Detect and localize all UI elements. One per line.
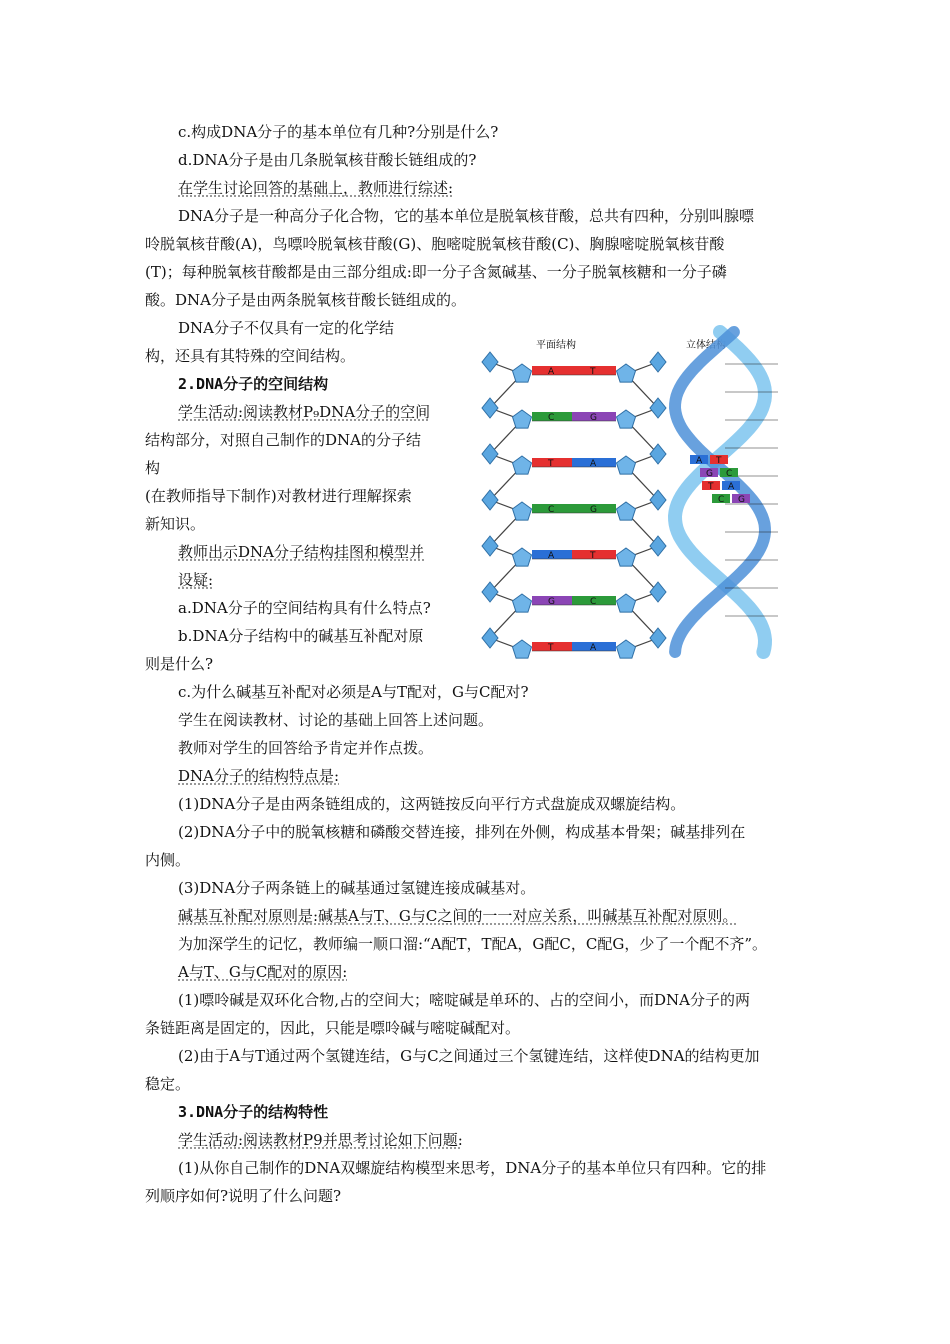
text-line: DNA分子是一种高分子化合物，它的基本单位是脱氧核苷酸，总共有四种，分别叫腺嘌 [178, 207, 754, 225]
base-label: A [548, 551, 555, 561]
phosphate-diamond [482, 628, 498, 648]
sugar-pentagon [513, 548, 532, 566]
base-label: A [590, 643, 597, 653]
helix-structure-title: 立体结构 [686, 340, 726, 351]
phosphate-diamond [482, 444, 498, 464]
text-line: (1)从你自己制作的DNA双螺旋结构模型来思考，DNA分子的基本单位只有四种。它的排 [178, 1159, 767, 1177]
phosphate-diamond [482, 536, 498, 556]
base-label: C [718, 495, 725, 505]
sugar-pentagon [513, 364, 532, 382]
sugar-pentagon [513, 594, 532, 612]
text-line: 教师出示DNA分子结构挂图和模型并 [178, 543, 424, 561]
text-line: (T)；每种脱氧核苷酸都是由三部分组成:即一分子含氮碱基、一分子脱氧核糖和一分子磷 [145, 263, 727, 281]
sugar-pentagon [513, 640, 532, 658]
sugar-pentagon [513, 410, 532, 428]
text-line: 结构部分，对照自己制作的DNA的分子结 [145, 431, 421, 449]
sugar-pentagon [617, 640, 636, 658]
text-line: 则是什么? [145, 655, 214, 673]
flat-structure-diagram [482, 352, 666, 658]
phosphate-diamond [650, 444, 666, 464]
text-line: DNA分子不仅具有一定的化学结 [178, 319, 394, 337]
phosphate-diamond [482, 490, 498, 510]
base-left-bar [532, 458, 576, 467]
text-line: d.DNA分子是由几条脱氧核苷酸长链组成的? [178, 151, 477, 169]
text-line: 内侧。 [145, 851, 191, 869]
text-line: 碱基互补配对原则是:碱基A与T、G与C之间的一一对应关系，叫碱基互补配对原则。 [178, 907, 738, 925]
text-line: 条链距离是固定的，因此，只能是嘌呤碱与嘧啶碱配对。 [145, 1019, 521, 1037]
phosphate-diamond [650, 628, 666, 648]
phosphate-diamond [482, 582, 498, 602]
base-label: T [590, 551, 596, 561]
base-label: T [590, 367, 596, 377]
sugar-pentagon [617, 456, 636, 474]
base-label: T [548, 643, 554, 653]
text-line: 构，还具有其特殊的空间结构。 [145, 347, 356, 365]
text-line: (3)DNA分子两条链上的碱基通过氢键连接成碱基对。 [178, 879, 536, 897]
text-line: 在学生讨论回答的基础上，教师进行综述: [178, 179, 454, 197]
sugar-pentagon [617, 548, 636, 566]
text-line: b.DNA分子结构中的碱基互补配对原 [178, 627, 424, 645]
text-line: 列顺序如何?说明了什么问题? [145, 1187, 342, 1205]
text-line: 2.DNA分子的空间结构 [178, 375, 329, 393]
text-line: 为加深学生的记忆，教师编一顺口溜:“A配T，T配A，G配C，C配G，少了一个配不齐”。 [178, 935, 767, 953]
text-line: 设疑: [178, 571, 214, 589]
text-line: 学生活动:阅读教材P₉DNA分子的空间 [178, 403, 431, 421]
base-label: A [696, 456, 703, 466]
phosphate-diamond [482, 398, 498, 418]
sugar-pentagon [513, 456, 532, 474]
dna-structure-diagram [468, 324, 808, 664]
base-label: G [738, 495, 745, 505]
text-line: 3.DNA分子的结构特性 [178, 1103, 329, 1121]
phosphate-diamond [650, 352, 666, 372]
text-line: 教师对学生的回答给予肯定并作点拨。 [178, 739, 434, 757]
sugar-pentagon [513, 502, 532, 520]
phosphate-diamond [482, 352, 498, 372]
sugar-pentagon [617, 502, 636, 520]
base-label: T [716, 456, 722, 466]
base-label: G [548, 597, 555, 607]
base-label: A [728, 482, 735, 492]
text-line: (2)由于A与T通过两个氢键连结，G与C之间通过三个氢键连结，这样使DNA的结构更加 [178, 1047, 760, 1065]
base-label: A [548, 367, 555, 377]
base-label: C [548, 413, 555, 423]
text-line: 构 [145, 459, 161, 477]
double-helix-diagram [675, 332, 778, 652]
base-label: C [726, 469, 733, 479]
text-line: 新知识。 [145, 515, 206, 533]
base-label: T [708, 482, 714, 492]
text-line: c.构成DNA分子的基本单位有几种?分别是什么? [178, 123, 499, 141]
sugar-pentagon [617, 594, 636, 612]
base-left-bar [532, 642, 576, 651]
text-line: 学生活动:阅读教材P9并思考讨论如下问题: [178, 1131, 463, 1149]
flat-structure-title: 平面结构 [536, 340, 576, 351]
sugar-pentagon [617, 410, 636, 428]
sugar-pentagon [617, 364, 636, 382]
base-label: T [548, 459, 554, 469]
text-line: A与T、G与C配对的原因: [178, 963, 348, 981]
text-line: 酸。DNA分子是由两条脱氧核苷酸长链组成的。 [145, 291, 466, 309]
text-line: 稳定。 [145, 1075, 191, 1093]
text-line: (1)DNA分子是由两条链组成的，这两链按反向平行方式盘旋成双螺旋结构。 [178, 795, 686, 813]
base-label: G [706, 469, 713, 479]
dna-structure-figure [468, 324, 808, 664]
base-label: C [548, 505, 555, 515]
text-line: 学生在阅读教材、讨论的基础上回答上述问题。 [178, 711, 494, 729]
text-line: a.DNA分子的空间结构具有什么特点? [178, 599, 431, 617]
phosphate-diamond [650, 490, 666, 510]
text-line: c.为什么碱基互补配对必须是A与T配对，G与C配对? [178, 683, 529, 701]
text-line: 呤脱氧核苷酸(A)，鸟嘌呤脱氧核苷酸(G)、胞嘧啶脱氧核苷酸(C)、胸腺嘧啶脱氧核苷酸 [145, 235, 725, 253]
phosphate-diamond [650, 398, 666, 418]
base-label: A [590, 459, 597, 469]
phosphate-diamond [650, 582, 666, 602]
text-line: (在教师指导下制作)对教材进行理解探索 [145, 487, 412, 505]
text-line: (2)DNA分子中的脱氧核糖和磷酸交替连接，排列在外侧，构成基本骨架；碱基排列在 [178, 823, 746, 841]
base-label: G [590, 505, 597, 515]
base-label: C [590, 597, 597, 607]
text-line: (1)嘌呤碱是双环化合物,占的空间大；嘧啶碱是单环的、占的空间小，而DNA分子的两 [178, 991, 751, 1009]
base-label: G [590, 413, 597, 423]
phosphate-diamond [650, 536, 666, 556]
text-line: DNA分子的结构特点是: [178, 767, 340, 785]
